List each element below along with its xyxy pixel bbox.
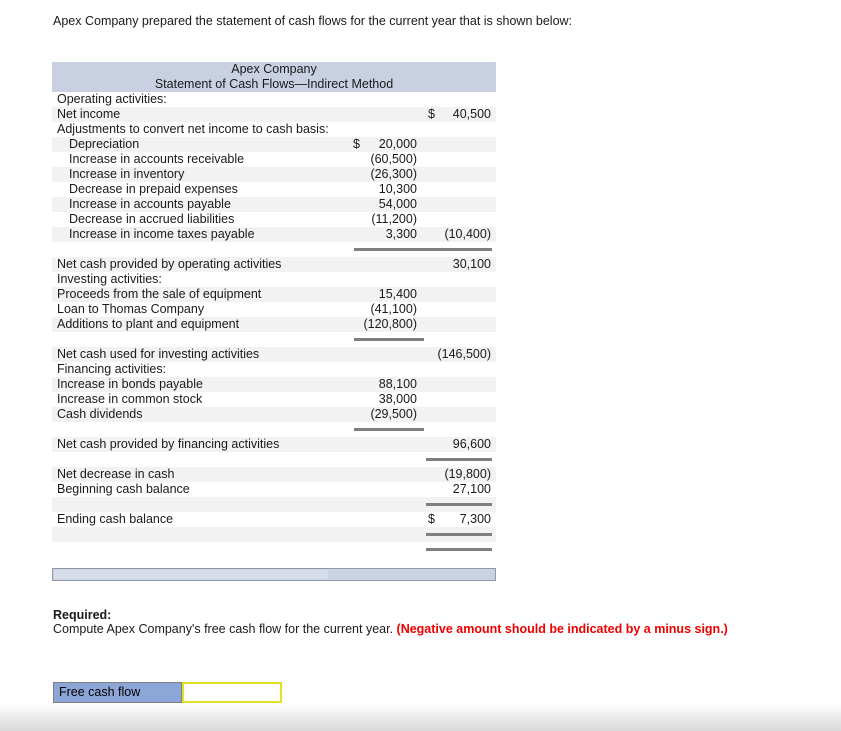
amount-right: 30,100 [452,257,491,271]
amount-right: (10,400) [444,227,491,241]
rule-row [52,497,496,512]
amount-right [424,377,496,392]
underline-rule [426,533,492,536]
amount-middle: (29,500) [370,407,417,421]
underline-rule [426,458,492,461]
required-heading: Required: [53,608,112,622]
free-cash-flow-input[interactable] [182,682,282,703]
statement-row [52,512,496,527]
amount-middle: 15,400 [378,287,417,301]
amount-middle: (41,100) [370,302,417,316]
instruction-note-red: (Negative amount should be indicated by a minus sign.) [396,622,728,636]
intro-text: Apex Company prepared the statement of cash flows for the current year that is shown below: [53,14,573,28]
row-label: Investing activities: [57,272,162,286]
rule-row [52,242,496,257]
amount-middle [348,467,424,482]
amount-middle [348,347,424,362]
row-label: Adjustments to convert net income to cash basis: [57,122,329,136]
required-instruction [53,622,801,636]
statement-row [52,152,496,167]
statement-row [52,137,496,152]
row-label: Increase in accounts receivable [69,152,245,166]
row-label: Increase in inventory [69,167,185,181]
statement-row [52,182,496,197]
statement-row [52,257,496,272]
row-label: Decrease in prepaid expenses [69,182,238,196]
row-label: Proceeds from the sale of equipment [57,287,262,301]
amount-right [424,182,496,197]
amount-middle: (26,300) [370,167,417,181]
statement-row [52,467,496,482]
rule-row [52,332,496,347]
amount-right [424,287,496,302]
statement-row [52,482,496,497]
amount-middle [348,122,424,137]
amount-right [424,212,496,227]
amount-right: $ 7,300 [428,512,491,526]
amount-right [424,167,496,182]
amount-right [424,362,496,377]
underline-rule [354,338,424,341]
rule-row [52,452,496,467]
amount-middle [348,92,424,107]
statement-row [52,317,496,332]
horizontal-scrollbar[interactable] [52,568,496,581]
row-label: Additions to plant and equipment [57,317,240,331]
amount-middle: (11,200) [371,212,417,226]
amount-right [424,392,496,407]
amount-right [424,152,496,167]
statement-company-name: Apex Company [231,62,317,76]
amount-right [424,302,496,317]
statement-row [52,362,496,377]
row-label: Net cash used for investing activities [57,347,260,361]
row-label: Decrease in accrued liabilities [69,212,235,226]
statement-row [52,197,496,212]
amount-middle: 54,000 [378,197,417,211]
row-label: Financing activities: [57,362,167,376]
statement-row [52,302,496,317]
amount-right: 96,600 [452,437,491,451]
row-label: Beginning cash balance [57,482,190,496]
row-label: Net decrease in cash [57,467,175,481]
amount-right: (146,500) [437,347,491,361]
amount-middle [348,107,424,122]
cash-flow-statement [52,62,496,581]
statement-row [52,287,496,302]
statement-rows [52,92,496,557]
amount-right: 27,100 [452,482,491,496]
amount-right: $ 40,500 [428,107,491,121]
amount-middle [348,272,424,287]
underline-rule [354,248,492,251]
answer-row [53,682,282,703]
statement-row [52,407,496,422]
amount-right [424,317,496,332]
statement-row [52,167,496,182]
amount-middle: (120,800) [363,317,417,331]
row-label: Depreciation [69,137,140,151]
statement-row [52,347,496,362]
statement-row [52,212,496,227]
rule-row [52,422,496,437]
underline-rule [426,548,492,551]
amount-middle [348,512,424,527]
bottom-gradient [0,703,841,731]
required-section [53,608,801,636]
rule-row [52,542,496,557]
statement-row [52,392,496,407]
row-label: Net income [57,107,121,121]
amount-middle: 3,300 [385,227,417,241]
row-label: Loan to Thomas Company [57,302,205,316]
amount-right [424,407,496,422]
row-label: Net cash provided by operating activities [57,257,282,271]
underline-rule [354,428,424,431]
instruction-text: Compute Apex Company's free cash flow for the current year. [53,622,397,636]
scrollbar-thumb[interactable] [54,570,328,579]
amount-middle [348,257,424,272]
amount-middle [348,437,424,452]
statement-header [52,62,496,92]
statement-row [52,92,496,107]
amount-middle [348,362,424,377]
amount-middle: (60,500) [370,152,417,166]
row-label: Operating activities: [57,92,167,106]
statement-title: Statement of Cash Flows—Indirect Method [154,77,394,91]
rule-row [52,527,496,542]
statement-row [52,437,496,452]
amount-right [424,137,496,152]
amount-right [424,122,496,137]
row-label: Increase in common stock [57,392,203,406]
underline-rule [426,503,492,506]
statement-row [52,227,496,242]
row-label: Ending cash balance [57,512,174,526]
row-label: Increase in bonds payable [57,377,203,391]
statement-row [52,122,496,137]
amount-right [424,197,496,212]
amount-middle: $ 20,000 [353,137,417,151]
amount-middle: 88,100 [378,377,417,391]
amount-right [424,92,496,107]
statement-row [52,107,496,122]
amount-right: (19,800) [444,467,491,481]
row-label: Cash dividends [57,407,143,421]
statement-row [52,272,496,287]
amount-middle [348,482,424,497]
amount-middle: 10,300 [378,182,417,196]
row-label: Net cash provided by financing activities [57,437,280,451]
row-label: Increase in income taxes payable [69,227,255,241]
free-cash-flow-label: Free cash flow [53,682,182,703]
row-label: Increase in accounts payable [69,197,231,211]
statement-row [52,377,496,392]
amount-right [424,272,496,287]
amount-middle: 38,000 [378,392,417,406]
